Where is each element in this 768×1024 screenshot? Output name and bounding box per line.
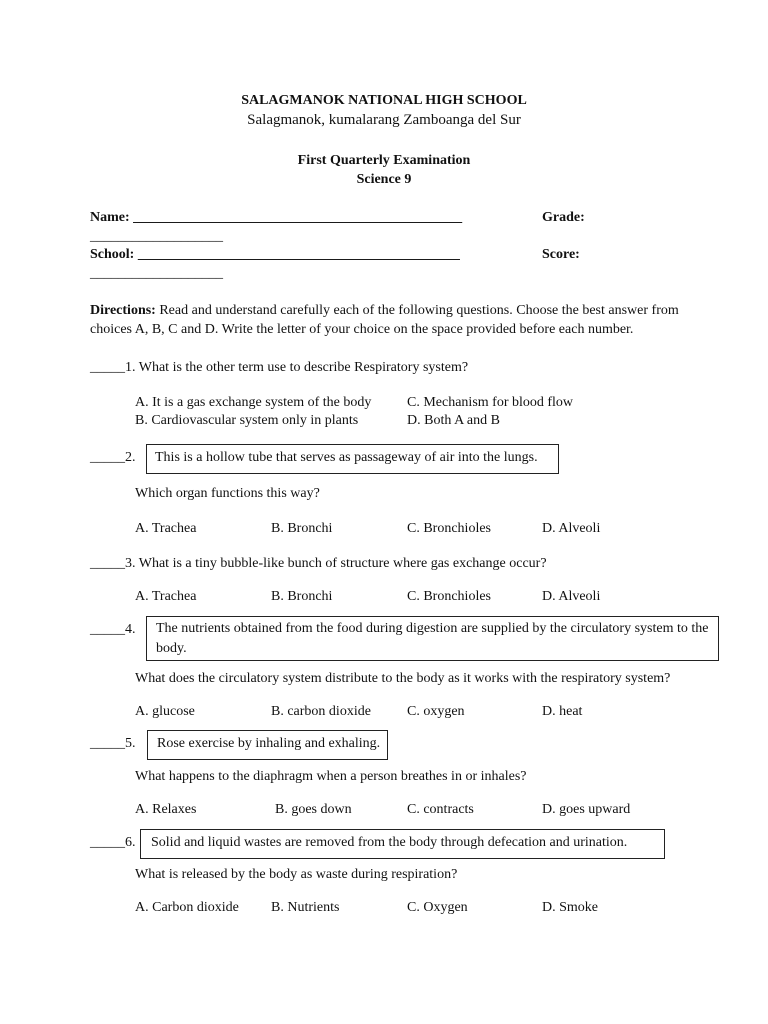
grade-label: Grade: <box>542 210 585 225</box>
q6-choice-d: D. Smoke <box>542 900 598 915</box>
q4-choice-d: D. heat <box>542 704 583 719</box>
q3-choice-b: B. Bronchi <box>271 589 333 604</box>
answer-blank-1[interactable]: _____1. <box>90 360 136 375</box>
q1-choice-b: B. Cardiovascular system only in plants <box>135 413 359 428</box>
exam-title: First Quarterly Examination <box>297 153 471 168</box>
answer-blank-5[interactable]: _____5. <box>90 736 136 751</box>
name-field[interactable] <box>90 210 462 226</box>
question-4-box <box>146 616 719 661</box>
question-3-text: What is a tiny bubble-like bunch of structure where gas exchange occur? <box>138 556 547 571</box>
q2-choice-b: B. Bronchi <box>271 521 333 536</box>
question-1 <box>90 360 468 376</box>
q4-choice-c: C. oxygen <box>407 704 465 719</box>
school-address: Salagmanok, kumalarang Zamboanga del Sur <box>247 112 521 128</box>
question-3 <box>90 556 547 572</box>
school-name: SALAGMANOK NATIONAL HIGH SCHOOL <box>241 93 527 108</box>
q6-choice-a: A. Carbon dioxide <box>135 900 239 915</box>
subject-title: Science 9 <box>356 172 412 187</box>
q5-choice-a: A. Relaxes <box>135 802 197 817</box>
question-6-box <box>140 829 665 859</box>
q2-choice-d: D. Alveoli <box>542 521 601 536</box>
q1-choice-c: C. Mechanism for blood flow <box>407 395 574 410</box>
directions-label: Directions: <box>90 303 156 318</box>
answer-blank-3[interactable]: _____3. <box>90 556 136 571</box>
q1-choice-d: D. Both A and B <box>407 413 500 428</box>
question-5-text: What happens to the diaphragm when a person breathes in or inhales? <box>135 769 527 784</box>
q1-choice-a: A. It is a gas exchange system of the body <box>135 395 372 410</box>
question-6-text: What is released by the body as waste during respiration? <box>135 867 458 882</box>
score-line[interactable]: ___________________ <box>90 266 223 281</box>
q2-choice-c: C. Bronchioles <box>407 521 491 536</box>
directions-text2: choices A, B, C and D. Write the letter of your choice on the space provided before each number. <box>90 322 634 337</box>
q5-choice-c: C. contracts <box>407 802 474 817</box>
question-2-box <box>146 444 559 474</box>
question-5-box <box>147 730 388 760</box>
grade-line[interactable]: ___________________ <box>90 229 223 244</box>
q6-choice-b: B. Nutrients <box>271 900 340 915</box>
score-label: Score: <box>542 247 580 262</box>
question-6-statement: Solid and liquid wastes are removed from the body through defecation and urination. <box>151 835 628 850</box>
question-1-text: What is the other term use to describe Respiratory system? <box>138 360 469 375</box>
question-2-text: Which organ functions this way? <box>135 486 320 501</box>
q3-choice-c: C. Bronchioles <box>407 589 491 604</box>
q5-choice-d: D. goes upward <box>542 802 631 817</box>
question-4-text: What does the circulatory system distribute to the body as it works with the respiratory system? <box>135 671 671 686</box>
q5-choice-b: B. goes down <box>275 802 352 817</box>
directions-text1: Read and understand carefully each of the following questions. Choose the best answer from <box>159 303 679 318</box>
question-4-statement-line1: The nutrients obtained from the food during digestion are supplied by the circulatory system to the <box>156 621 709 636</box>
directions-line1 <box>90 303 679 319</box>
question-5-statement: Rose exercise by inhaling and exhaling. <box>157 736 381 751</box>
answer-blank-4[interactable]: _____4. <box>90 622 136 637</box>
q3-choice-d: D. Alveoli <box>542 589 601 604</box>
school-label: School: <box>90 247 135 262</box>
answer-blank-6[interactable]: _____6. <box>90 835 136 850</box>
q4-choice-b: B. carbon dioxide <box>271 704 371 719</box>
question-4-statement-line2: body. <box>156 641 187 656</box>
q3-choice-a: A. Trachea <box>135 589 197 604</box>
q6-choice-c: C. Oxygen <box>407 900 468 915</box>
answer-blank-2[interactable]: _____2. <box>90 450 136 465</box>
question-2-statement: This is a hollow tube that serves as passageway of air into the lungs. <box>155 450 538 465</box>
name-line: _______________________________________________ <box>133 210 463 225</box>
school-field[interactable] <box>90 247 460 263</box>
school-line: ______________________________________________ <box>137 247 460 262</box>
q4-choice-a: A. glucose <box>135 704 195 719</box>
name-label: Name: <box>90 210 130 225</box>
q2-choice-a: A. Trachea <box>135 521 197 536</box>
